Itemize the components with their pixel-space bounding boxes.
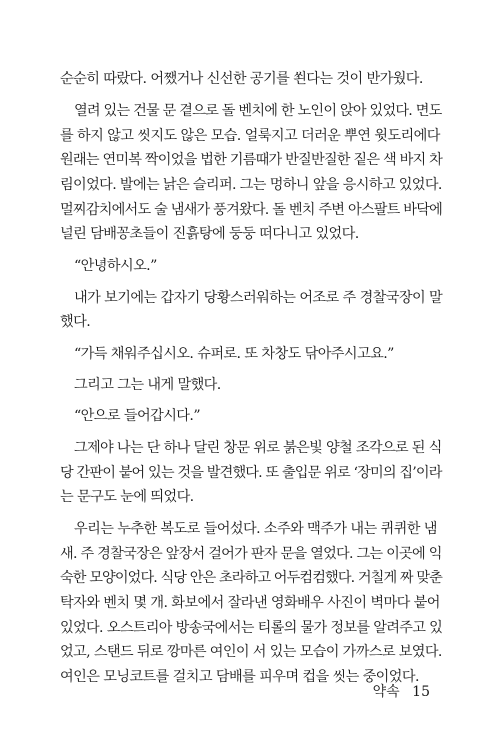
text-line: 는 문구도 눈에 띄었다. — [60, 489, 194, 505]
text-line: 했다. — [60, 314, 91, 330]
text-line: 그제야 나는 단 하나 달린 창문 위로 붉은빛 양철 조각으로 된 식 — [74, 440, 442, 456]
text-line: 널린 담배꽁초들이 진흙탕에 둥둥 떠다니고 있었다. — [60, 226, 359, 242]
text-line: 그리고 그는 내게 말했다. — [74, 377, 221, 393]
text-line: 를 하지 않고 씻지도 않은 모습. 얼룩지고 더러운 뿌연 윗도리에다 — [60, 128, 440, 144]
text-line: 내가 보기에는 갑자기 당황스러워하는 어조로 주 경찰국장이 말 — [74, 290, 443, 306]
text-line: “안으로 들어갑시다.” — [74, 408, 200, 424]
text-line: 림이었다. 발에는 낡은 슬리퍼. 그는 멍하니 앞을 응시하고 있었다. — [60, 177, 442, 193]
text-line: 탁자와 벤치 몇 개. 화보에서 잘라낸 영화배우 사진이 벽마다 붙어 — [60, 595, 440, 611]
text-line: “가득 채워주십시오. 슈퍼로. 또 차창도 닦아주시고요.” — [74, 346, 394, 362]
text-line: 순순히 따랐다. 어쨌거나 신선한 공기를 쐰다는 것이 반가웠다. — [60, 71, 423, 87]
page-number: 15 — [412, 684, 430, 700]
text-line: 숙한 모양이었다. 식당 안은 초라하고 어두컴컴했다. 거칠게 짜 맞춘 — [60, 570, 442, 586]
text-line: 원래는 연미복 짝이었을 법한 기름때가 반질반질한 짙은 색 바지 차 — [60, 152, 443, 168]
text-line: “안녕하시오.” — [74, 258, 157, 274]
text-line: 있었다. 오스트리아 방송국에서는 티롤의 물가 정보를 알려주고 있 — [60, 620, 443, 636]
text-line: 우리는 누추한 복도로 들어섰다. 소주와 맥주가 내는 퀴퀴한 냄 — [74, 521, 437, 537]
text-line: 었고, 스탠드 뒤로 깡마른 여인이 서 있는 모습이 가까스로 보였다. — [60, 644, 442, 660]
text-line: 여인은 모닝코트를 걸치고 담배를 피우며 컵을 씻는 중이었다. — [60, 669, 419, 685]
text-line: 멀찌감치에서도 술 냄새가 풍겨왔다. 돌 벤치 주변 아스팔트 바닥에 — [60, 202, 443, 218]
running-title: 약속 — [372, 684, 400, 700]
text-line: 열려 있는 건물 문 곁으로 돌 벤치에 한 노인이 앉아 있었다. 면도 — [74, 103, 442, 119]
text-line: 새. 주 경찰국장은 앞장서 걸어가 판자 문을 열었다. 그는 이곳에 익 — [60, 546, 442, 562]
text-line: 당 간판이 붙어 있는 것을 발견했다. 또 출입문 위로 ‘장미의 집’이라 — [60, 465, 442, 481]
page-footer — [373, 683, 430, 701]
